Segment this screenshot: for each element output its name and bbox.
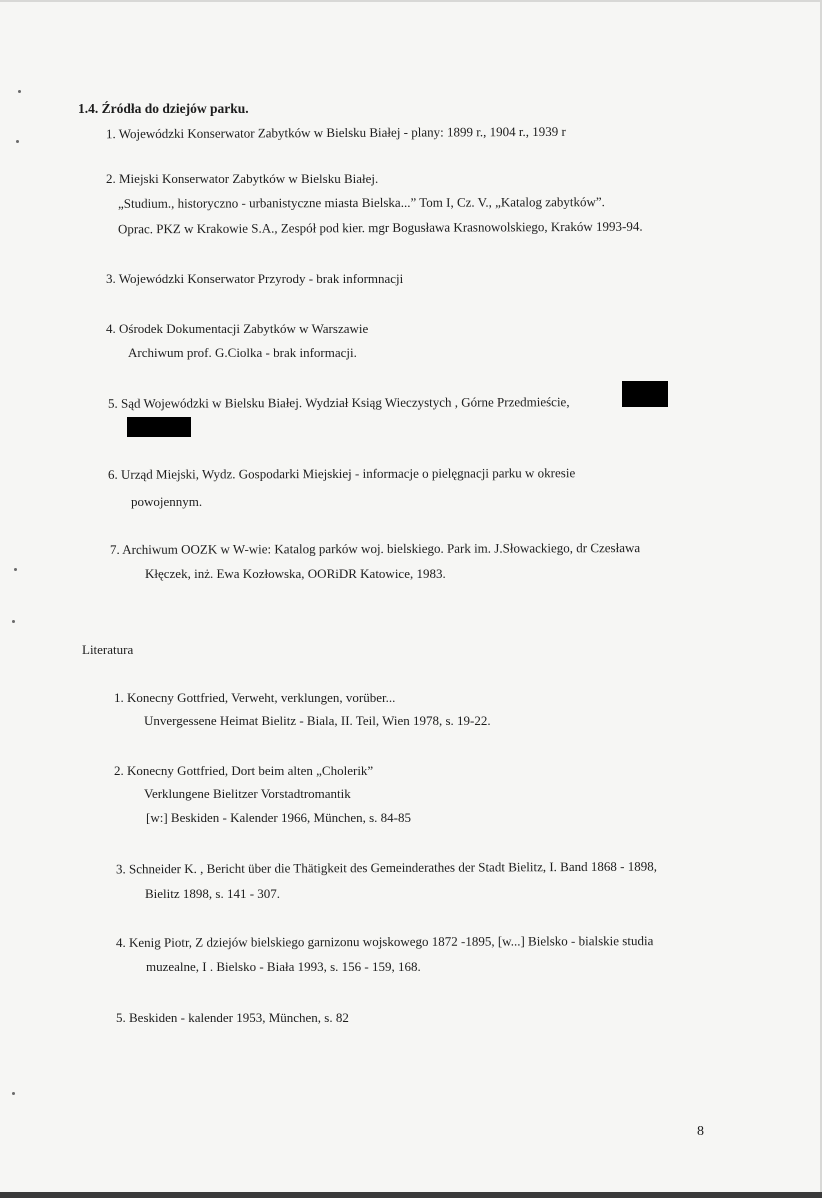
literature-item-5: 5. Beskiden - kalender 1953, München, s. 82 <box>116 1010 349 1025</box>
literature-item-1-line: Unvergessene Heimat Bielitz - Biala, II. Teil, Wien 1978, s. 19-22. <box>144 713 491 728</box>
source-item-2-line: „Studium., historyczno - urbanistyczne miasta Bielska...” Tom I, Cz. V., „Katalog zabytków”. <box>117 194 605 211</box>
source-item-4-title: 4. Ośrodek Dokumentacji Zabytków w Warszawie <box>106 321 369 336</box>
source-item-3: 3. Wojewódzki Konserwator Przyrody - brak informnacji <box>106 271 404 286</box>
literature-item-2-line: [w:] Beskiden - Kalender 1966, München, s. 84-85 <box>146 810 411 825</box>
redaction-block <box>127 417 191 437</box>
margin-speck <box>12 620 15 623</box>
literature-item-4-title: 4. Kenig Piotr, Z dziejów bielskiego garnizonu wojskowego 1872 -1895, [w...] Bielsko - bialskie studia <box>115 933 654 950</box>
literature-item-4-line: muzealne, I . Bielsko - Biała 1993, s. 156 - 159, 168. <box>146 959 421 974</box>
source-item-7-line: Kłęczek, inż. Ewa Kozłowska, OORiDR Katowice, 1983. <box>145 566 446 581</box>
source-item-2-title: 2. Miejski Konserwator Zabytków w Bielsku Białej. <box>106 171 379 186</box>
source-item-1: 1. Wojewódzki Konserwator Zabytków w Bielsku Białej - plany: 1899 r., 1904 r., 1939 r <box>105 123 566 142</box>
source-item-5: 5. Sąd Wojewódzki w Bielsku Białej. Wydział Ksiąg Wieczystych , Górne Przedmieście, <box>107 394 570 411</box>
page-edge-top <box>0 0 822 2</box>
literature-item-3-title: 3. Schneider K. , Bericht über die Thätigkeit des Gemeinderathes der Stadt Bielitz, I. Band 1868 - 1898, <box>115 858 657 877</box>
literature-item-3-line: Bielitz 1898, s. 141 - 307. <box>145 886 281 901</box>
literature-heading: Literatura <box>82 642 134 657</box>
page-number: 8 <box>697 1124 704 1139</box>
source-item-6-title: 6. Urząd Miejski, Wydz. Gospodarki Miejskiej - informacje o pielęgnacji parku w okresie <box>107 465 576 482</box>
redaction-block <box>622 381 668 407</box>
page-edge-bottom <box>0 1192 822 1198</box>
literature-item-2-title: 2. Konecny Gottfried, Dort beim alten „Cholerik” <box>114 763 374 778</box>
literature-item-1-title: 1. Konecny Gottfried, Verweht, verklungen, vorüber... <box>114 690 396 705</box>
margin-speck <box>12 1092 15 1095</box>
margin-speck <box>16 140 19 143</box>
source-item-4-line: Archiwum prof. G.Ciolka - brak informacji. <box>128 345 357 360</box>
source-item-7-title: 7. Archiwum OOZK w W-wie: Katalog parków woj. bielskiego. Park im. J.Słowackiego, dr Czesława <box>109 540 641 557</box>
section-heading: 1.4. Źródła do dziejów parku. <box>78 101 249 116</box>
source-item-6-line: powojennym. <box>131 494 203 509</box>
margin-speck <box>18 90 21 93</box>
margin-speck <box>14 568 17 571</box>
source-item-2-line: Oprac. PKZ w Krakowie S.A., Zespół pod kier. mgr Bogusława Krasnowolskiego, Kraków 1993-94. <box>117 218 643 237</box>
literature-item-2-line: Verklungene Bielitzer Vorstadtromantik <box>144 786 351 801</box>
